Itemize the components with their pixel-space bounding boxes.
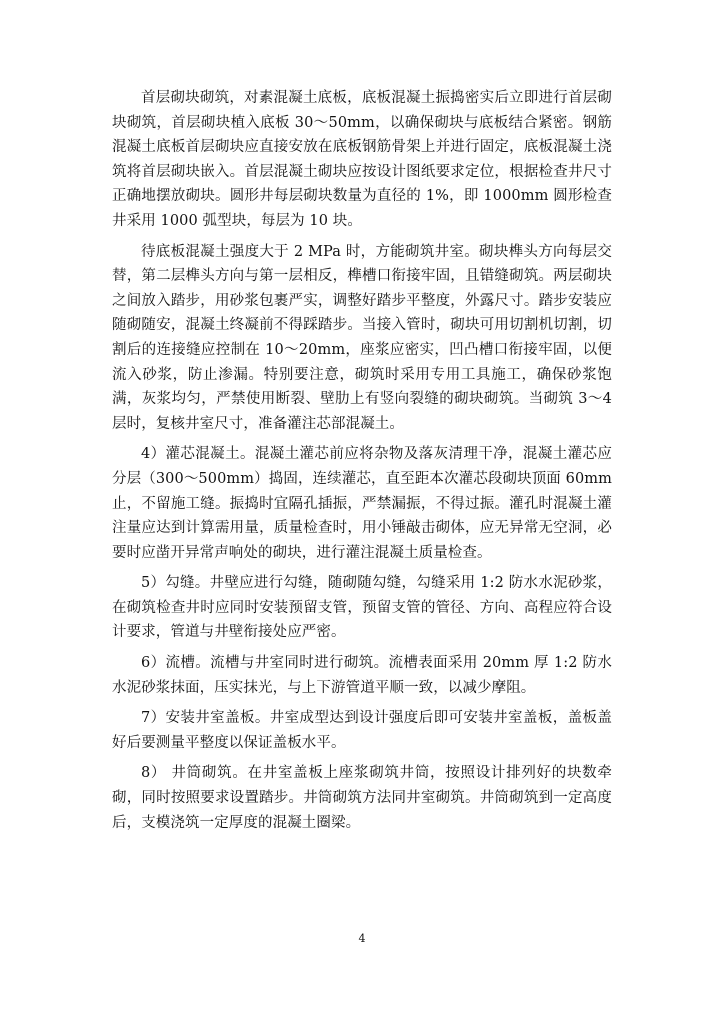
paragraph-shaft-masonry: 8） 井筒砌筑。在井室盖板上座浆砌筑井筒，按照设计排列好的块数牵砌，同时按照要求设置踏步。井筒砌筑方法同井室砌筑。井筒砌筑到一定高度后，支模浇筑一定厚度的混凝土圈梁。 [112, 765, 612, 831]
paragraph-first-layer-masonry: 首层砌块砌筑，对素混凝土底板，底板混凝土振捣密实后立即进行首层砌块砌筑，首层砌块植入底板 30～50mm，以确保砌块与底板结合紧密。钢筋混凝土底板首层砌块应直接安放在底板钢筋骨架上并进行固定，底板混凝土浇筑将首层砌块嵌入。首层混凝土砌块应按设计图纸要求定位，根据检查井尺寸正确地摆放砌块。圆形井每层砌块数量为直径的 1%，即 1000mm 圆形检查井采用 1000 弧型块，每层为 10 块。 [112, 90, 612, 229]
paragraph-chamber-masonry: 待底板混凝土强度大于 2 MPa 时，方能砌筑井室。砌块榫头方向每层交替，第二层榫头方向与第一层相反，榫槽口衔接牢固，且错缝砌筑。两层砌块之间放入踏步，用砂浆包裹严实，调整好踏步平整度，外露尺寸。踏步安装应随砌随安，混凝土终凝前不得踩踏步。当接入管时，砌块可用切割机切割，切割后的连接缝应控制在 10～20mm，座浆应密实，凹凸槽口衔接牢固，以便流入砂浆，防止渗漏。特别要注意，砌筑时采用专用工具施工，确保砂浆饱满，灰浆均匀，严禁使用断裂、壁肋上有竖向裂缝的砌块砌筑。当砌筑 3～4 层时，复核井室尺寸，准备灌注芯部混凝土。 [112, 243, 612, 432]
paragraph-flow-channel: 6）流槽。流槽与井室同时进行砌筑。流槽表面采用 20mm 厚 1:2 防水水泥砂浆抹面，压实抹光，与上下游管道平顺一致，以减少摩阻。 [112, 655, 612, 696]
paragraph-pointing: 5）勾缝。井壁应进行勾缝，随砌随勾缝，勾缝采用 1:2 防水水泥砂浆，在砌筑检查井时应同时安装预留支管，预留支管的管径、方向、高程应符合设计要求，管道与井壁衔接处应严密。 [112, 575, 612, 641]
paragraph-core-concrete: 4）灌芯混凝土。混凝土灌芯前应将杂物及落灰清理干净，混凝土灌芯应分层（300～500mm）捣固，连续灌芯，直至距本次灌芯段砌块顶面 60mm 止，不留施工缝。振捣时宜隔孔插振，严禁漏振，不得过振。灌孔时混凝土灌注量应达到计算需用量，质量检查时，用小锤敲击砌体，应无异常无空洞，必要时应凿开异常声响处的砌块，进行灌注混凝土质量检查。 [112, 446, 612, 561]
paragraph-cover-slab: 7）安装井室盖板。井室成型达到设计强度后即可安装井室盖板，盖板盖好后要测量平整度以保证盖板水平。 [112, 710, 612, 751]
page-number: 4 [358, 932, 366, 945]
document-body [112, 86, 612, 841]
